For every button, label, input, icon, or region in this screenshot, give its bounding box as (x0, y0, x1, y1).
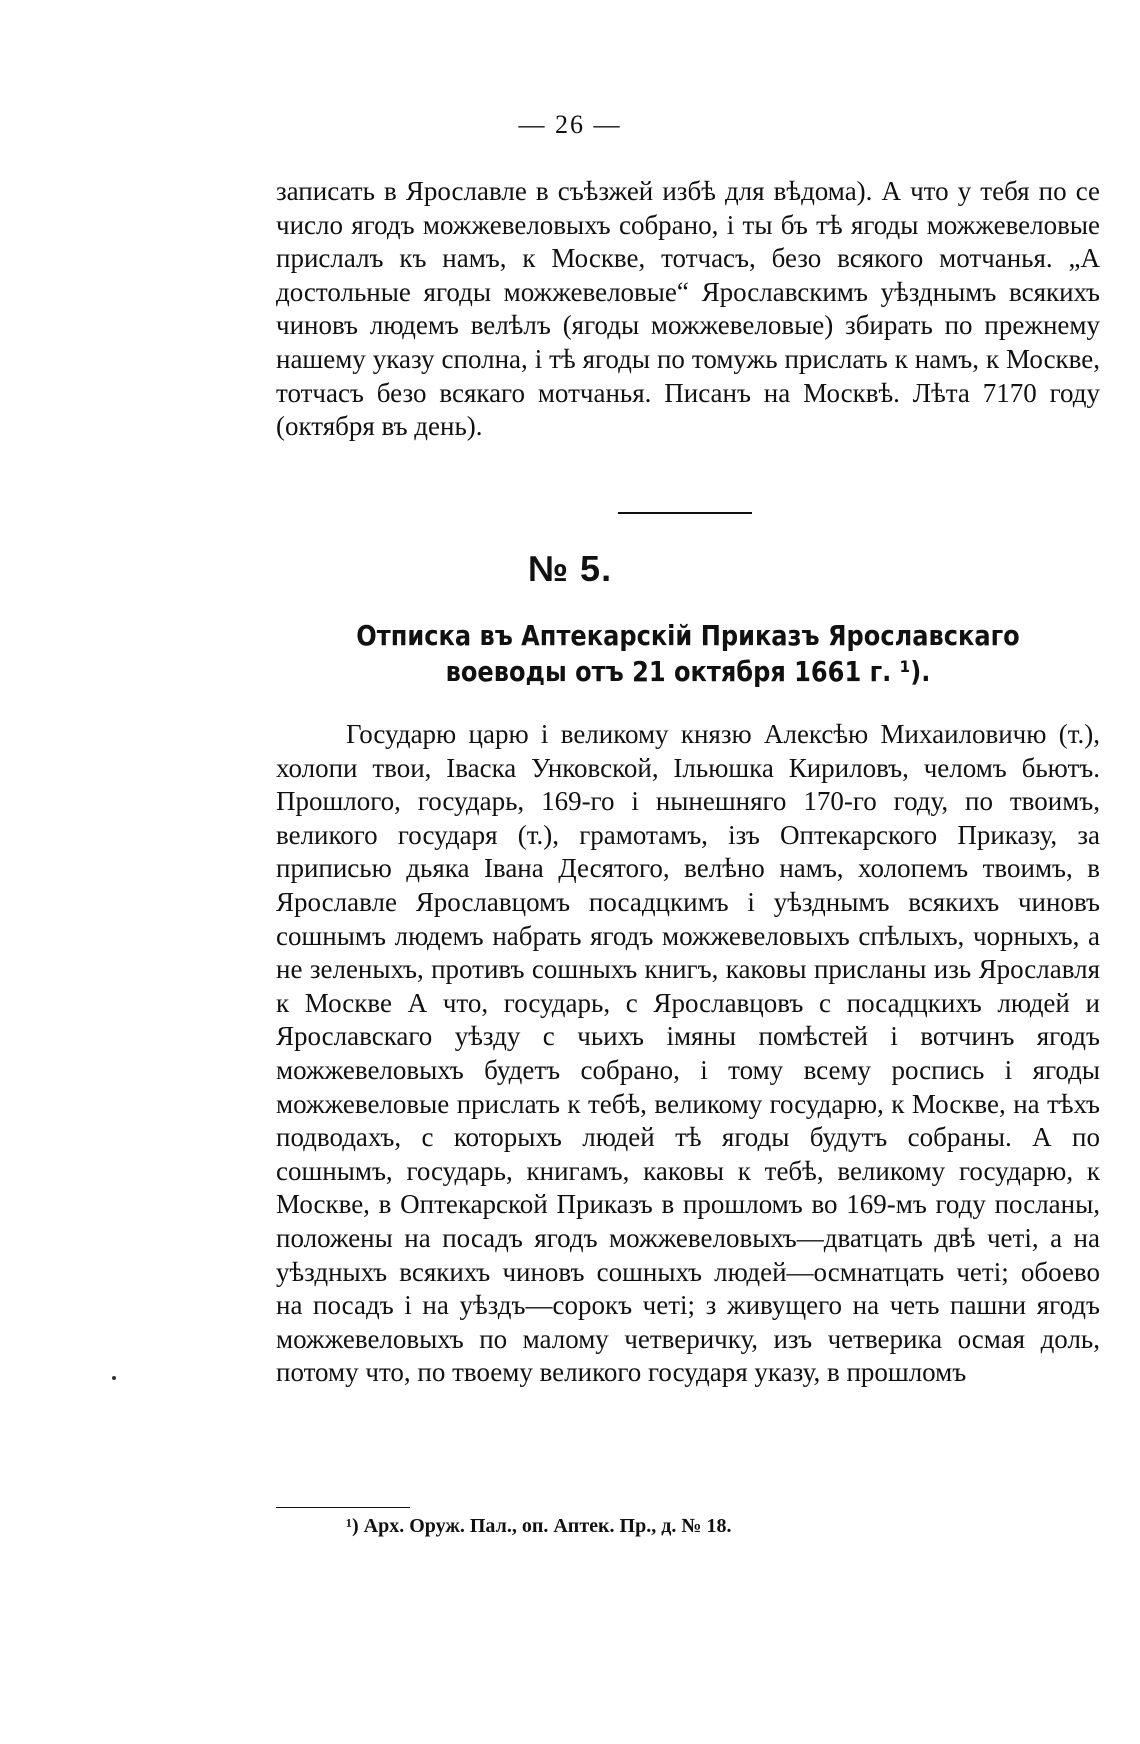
document-heading: Отписка въ Аптекарскій Приказъ Ярославскаго воеводы отъ 21 октября 1661 г. ¹). (356, 619, 1020, 688)
section-divider (618, 512, 752, 514)
footnote-rule (276, 1507, 410, 1508)
document-number: № 5. (527, 548, 613, 589)
lead-paragraph: записать в Ярославле в съѣзжей избѣ для вѣдома). А что у тебя по се число ягодъ можжевеловыхъ собрано, і ты бъ тѣ ягоды можжевеловые прислалъ къ намъ, к Москве, тотчасъ, безо всякого мотчанья. „А достольные ягоды можжевеловые“ Ярославскимъ уѣзднымъ всякихъ чиновъ людемъ велѣлъ (ягоды можжевеловые) збирать по прежнему нашему указу сполна, і тѣ ягоды по томужь прислать к намъ, к Москве, тотчасъ безо всякаго мотчанья. Писанъ на Москвѣ. Лѣта 7170 году (октября въ день). (276, 176, 1100, 442)
document-body-block (276, 718, 1100, 1390)
document-body: Государю царю і великому князю Алексѣю Михаиловичю (т.), холопи твои, Іваска Унковской, Ільюшка Кириловъ, челомъ бьютъ. Прошлого, государь, 169-го і нынешняго 170-го году, по твоимъ, великого государя (т.), грамотамъ, ізъ Оптекарского Приказу, за приписью дьяка Івана Десятого, велѣно намъ, холопемъ твоимъ, в Ярославле Ярославцомъ посадцкимъ і уѣзднымъ всякихъ чиновъ сошнымъ людемъ набрать ягодъ можжевеловыхъ спѣлыхъ, чорныхъ, а не зеленыхъ, противъ сошныхъ книгъ, каковы присланы изь Ярославля к Москве А что, государь, с Ярославцовъ с посадцкихъ людей и Ярославскаго уѣзду с чьихъ імяны помѣстей і вотчинъ ягодъ можжевеловыхъ будетъ собрано, і тому всему роспись і ягоды можжевеловые прислать к тебѣ, великому государю, к Москве, на тѣхъ подводахъ, с которыхъ людей тѣ ягоды будутъ собраны. А по сошнымъ, государь, книгамъ, каковы к тебѣ, великому государю, к Москве, в Оптекарской Приказъ в прошломъ во 169-мъ году посланы, положены на посадъ ягодъ можжевеловыхъ—дватцать двѣ четі, а на уѣздныхъ всякихъ чиновъ сошныхъ людей—осмнатцать четі; обоево на посадъ і на уѣздъ—сорокъ четі; з живущего на четь пашни ягодъ можжевеловыхъ по малому четверичку, изъ четверика осмая доль, потому что, по твоему великого государя указу, в прошломъ (276, 719, 1100, 1388)
page-number: — 26 — (518, 110, 622, 139)
print-speck (112, 1376, 116, 1380)
footnote: ¹) Арх. Оруж. Пал., оп. Аптек. Пр., д. № 18. (346, 1515, 732, 1537)
lead-paragraph-block (276, 175, 1100, 444)
